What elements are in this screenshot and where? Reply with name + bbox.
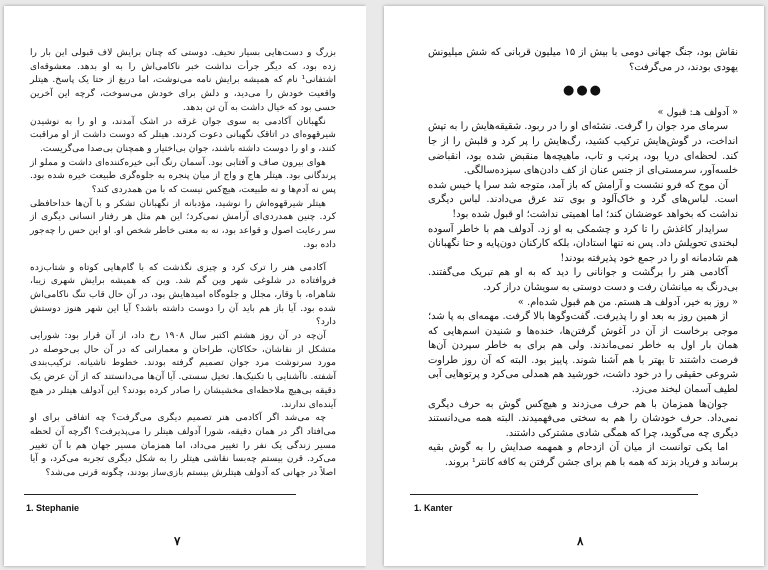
paragraph: آن‌چه در آن روز هشتم اکتبر سال ۱۹۰۸ رخ داد، از آن قرار بود: شورایی متشکل از نقاشان، حکاکان، طراحان و معمارانی که در آن حال بی‌حوصله در مورد سرنوشت مرد جوان تصمیم گرفته بودند. خطوط ناشیانه. ترکیب‌بندی آشفته. ناآشنایی با تکنیک‌ها. تخیل سستی. آیا آن‌ها می‌دانستند که از آن عرض یک دقیقه بی‌هیچ ملاحظه‌ای مخشیشان را صادر کرده بودند؟ این آدولف هیتلر در هیچ آینده‌ای ندارند.: [30, 330, 336, 410]
paragraph: سرایدار کاغذش را تا کرد و چشمکی به او زد. آدولف هم با خاطر آسوده لبخندی تحویلش داد. پس نه تنها استادان، بلکه کارکنان دون‌پایه و حتا نگهبانان هم شادمانه او را در جمع خود پذیرفته بودند!: [428, 223, 738, 264]
paragraph: هیتلر شیرقهوه‌اش را نوشید، مؤدبانه از نگهبانان تشکر و با آن‌ها خداحافظی کرد. چنین همدردی‌ای آرامش نمی‌کرد؛ این هم مثل هر رفتار انسانی دیگری از سر رعایت اصول و قواعد بود، نه به معنی خاطر شخص او. او این حس را چه‌جور داده بود.: [30, 197, 336, 250]
footnote: 1. Kanter: [414, 503, 453, 513]
quote-line: « آدولف هـ: قبول »: [657, 106, 738, 118]
paragraph: چه می‌شد اگر آکادمی هنر تصمیم دیگری می‌گرفت؟ چه اتفاقی برای او می‌افتاد اگر در همان دقیقه، شورا آدولف هیتلر را می‌پذیرفت؟ اگرچه آن لحظه مسیر زندگی یک نفر را تغییر می‌داد، اما همزمان مسیر جهان هم با آن تغییر می‌کرد. قرن بیستم چه‌بسا نقاشی هیتلر را به شکل دیگری تجربه می‌کرد، و آیا اصلاً در جهانی که آدولف هیتلرش بیستم بازی‌ساز بودند، چگونه قرنی می‌شد؟: [30, 412, 336, 479]
paragraph: سرمای مرد جوان را گرفت. نشئه‌ای او را در ربود. شقیقه‌هایش را به تپش انداخت، در گوش‌هایش ترکیب کشید، رگ‌هایش را پر کرد و قلبش را از جا کند. لحظه‌ای دریا بود، پرتب و تاب، ماهیچه‌ها منقبض شده بود، انقباضی خلسه‌آور، سرمستی‌ای از جنس عنان از کف دادن‌های سیزده‌سالگی.: [428, 121, 738, 177]
right-page: [384, 6, 764, 566]
left-page: [4, 6, 366, 566]
footnote-rule: [410, 494, 698, 495]
quote-line: « روز به خیر، آدولف هـ هستم. من هم قبول شده‌ام. »: [517, 296, 738, 308]
paragraph: آکادمی هنر را برگشت و جوانانی را دید که به او هم تبریک می‌گفتند. بی‌درنگ به میانشان رفت و دست دوستی به سویشان دراز کرد.: [428, 267, 738, 293]
paragraph: از همین روز به بعد او را پذیرفت. گفت‌وگوها بالا گرفت. مهمه‌ای به پا شد؛ موجی برخاست از آن در آغوش گرفتن‌ها، خنده‌ها و شنیدن اسم‌هایی که همان بار اول به خاطر نمی‌ماندند. ولی هم برای به خاطر سپردن آن‌ها فرصت داشتند تا بهتر با هم آشنا شوند. پاییز بود. البته که آن روز طراوت شروعی حقیقی را در خود داشت، خورشید هم همدلی می‌کرد و پرتو‌هایی آبی لطیف آسمان لبخند می‌زد.: [428, 311, 738, 396]
paragraph: اما یکی توانست از میان آن ازدحام و همهمه صدایش را به گوش بقیه برساند و فریاد بزند که همه با هم برای جشن گرفتن به کافه کانتر¹ بروند.: [428, 442, 738, 469]
section-separator: ●●●: [562, 83, 604, 99]
paragraph: جوان‌ها همزمان با هم حرف می‌زدند و هیچ‌کس گوش به حرف دیگری نمی‌داد. حرف خودشان را هم به سختی می‌فهمیدند. البته همه می‌دانستند دیگری چه می‌گوید، چرا که همگی شادی مشترکی داشتند.: [428, 398, 738, 439]
gutter: [366, 0, 384, 570]
footnote-rule: [24, 494, 296, 495]
right-page-text: [428, 46, 738, 471]
paragraph: هوای بیرون صاف و آفتابی بود. آسمان رنگ آبی خیره‌کننده‌ای داشت و مملو از پرندگانی بود. هیتلر هاج و واج از میان پنجره به جلوه‌گری طبیعت خیره شده بود. پس نه آدم‌ها و نه طبیعت، هیچ‌کس نیست که با من همدردی کند؟: [30, 156, 336, 196]
left-page-text: [30, 46, 336, 480]
footnote: 1. Stephanie: [26, 503, 80, 513]
paragraph: نگهبانان آکادمی به سوی جوان غرقه در اشک آمدند، و او را به نوشیدن شیرقهوه‌ای در اتاقک نگهبانی دعوت کردند. هیتلر که دوست داشت از او مراقبت کنند، و او را دوست داشته باشند، جوان بی‌اختیار و همچنان بی‌صدا می‌گریست.: [30, 115, 336, 154]
paragraph: نقاش بود، جنگ جهانی دومی با بیش از ۱۵ میلیون قربانی که شش میلیونش یهودی بودند، در می‌گرفت؟: [428, 47, 738, 73]
paragraph: بزرگ و دست‌هایی بسیار نحیف. دوستی که چنان برایش لاف قبولی این بار را زده بود، که دیگر جرأت نداشت خبر ناکامی‌اش را به او بدهد. معشوقه‌ای اشتفانی¹ نام که همیشه برایش نامه می‌نوشت، اما دریغ از حتا یک پاسخ. هیتلر واقعیت خودش را می‌دید، و دلش برای خودش می‌سوخت، گرچه این آخرین حسی بود که خیال داشت به آن تن بدهد.: [30, 47, 336, 113]
page-number: ۸: [577, 534, 584, 548]
page-number: ۷: [174, 534, 181, 548]
paragraph: آن موج که فرو نشست و آرامش که باز آمد، متوجه شد سرا پا خیس شده است. لباس‌های گرد و خاک‌آلود و بوی تند عرق می‌دادند. لباس دیگری نداشت که بخواهد عوضشان کند؛ اما اهمیتی نداشت؛ او قبول شده بود!: [428, 179, 738, 220]
paragraph: آکادمی هنر را ترک کرد و چیزی نگذشت که با گام‌هایی کوتاه و شتاب‌زده فروافتاده در شلوغی شهر وین گم شد. وین که همیشه برایش شهری زیبا، شاهراه، با وقار، مجلل و جلوه‌گاه امیدهایش بود، در آن حال قاب تنگ ناکامی‌اش شده بود. آیا باز هم باید آن را دوست داشته باشد؟ آیا این شهر هنوز دوستش دارد؟: [30, 261, 336, 328]
